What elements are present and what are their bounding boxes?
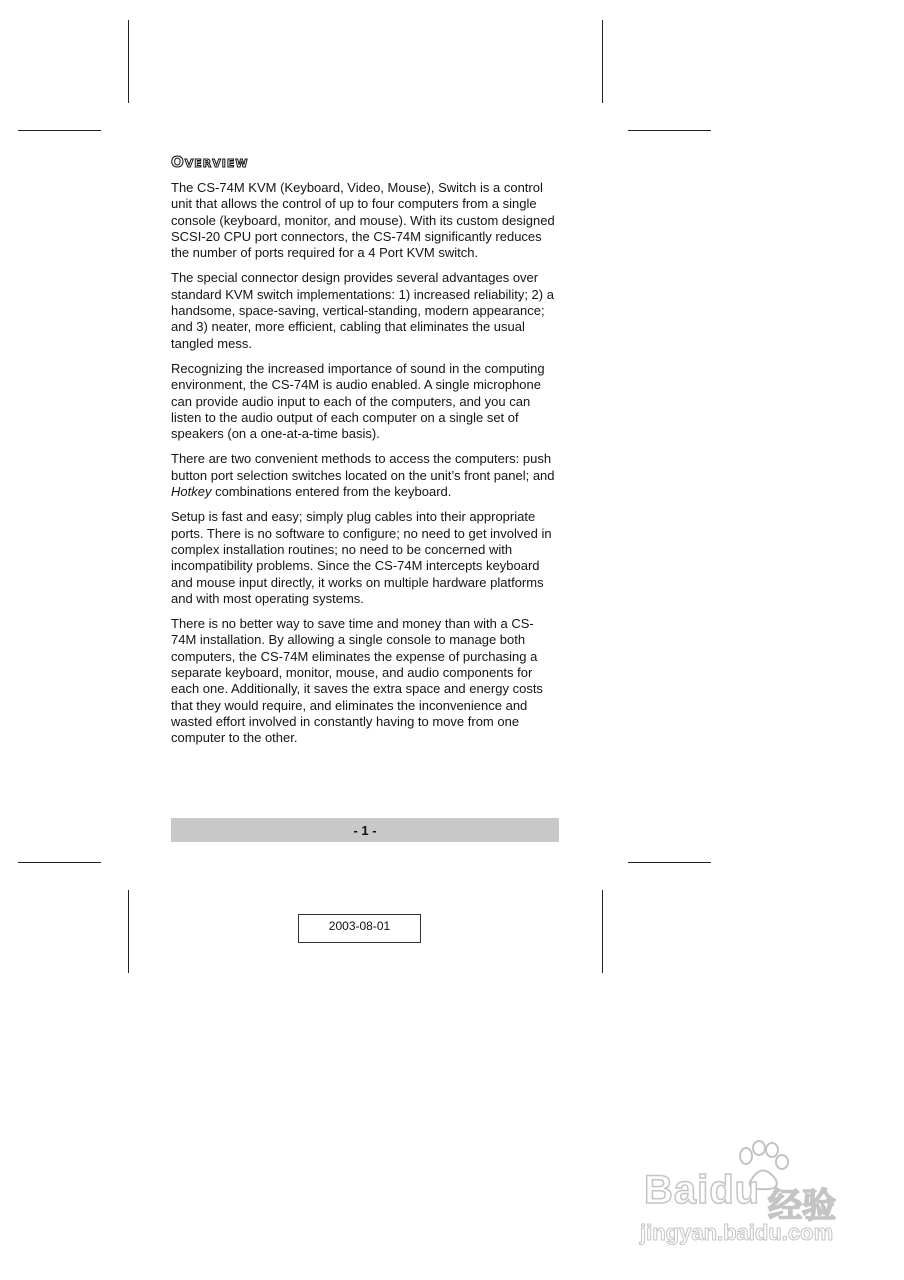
paragraph-savings: There is no better way to save time and money than with a CS-74M installation. By allowing a single console to manage both computers, the CS-74M eliminates the expense of purchasing a separate keyboard, monitor, mouse, and audio components for each one. Additionally, it saves the extra space and energy costs that they would require, and eliminates the inconvenience and wasted effort involved in constantly having to move from one computer to the other.	[171, 616, 543, 746]
paragraph-intro: The CS-74M KVM (Keyboard, Video, Mouse), Switch is a control unit that allows the control of up to four computers from a single console (keyboard, monitor, and mouse). With its custom designed SCSI-20 CPU port connectors, the CS-74M significantly reduces the number of ports required for a 4 Port KVM switch.	[171, 180, 555, 261]
paragraph-access-methods	[171, 451, 559, 500]
baidu-jingyan-watermark	[640, 1140, 860, 1250]
paragraph-connector-design: The special connector design provides several advantages over standard KVM switch implementations: 1) increased reliability; 2) a handsome, space-saving, vertical-standing, modern appearance; and 3) neater, more efficient, cabling that eliminates the usual tangled mess.	[171, 270, 554, 351]
paragraph-audio: Recognizing the increased importance of sound in the computing environment, the CS-74M is audio enabled. A single microphone can provide audio input to each of the computers, and you can listen to the audio output of each computer on a single set of speakers (on a one-at-a-time basis).	[171, 360, 545, 442]
paragraph-setup: Setup is fast and easy; simply plug cables into their appropriate ports. There is no software to configure; no need to get involved in complex installation routines; no need to be concerned with incompatibility problems. Since the CS-74M intercepts keyboard and mouse input directly, it works on multiple hardware platforms and with most operating systems.	[171, 509, 552, 606]
crop-mark-bottom-left-horizontal	[18, 862, 101, 863]
crop-mark-top-left-vertical	[128, 20, 129, 103]
paragraph-access-methods-text-1: There are two convenient methods to access the computers: push button port selection switches located on the unit’s front panel; and	[171, 451, 555, 483]
paragraph-access-methods-text-2: combinations entered from the keyboard.	[211, 484, 452, 500]
crop-mark-top-right-horizontal	[628, 130, 711, 131]
crop-mark-bottom-right-vertical	[602, 890, 603, 973]
watermark-url: jingyan.baidu.com	[640, 1220, 834, 1245]
page-number: - 1 -	[353, 823, 377, 838]
page-content	[171, 152, 559, 756]
watermark-cn-text: 经验	[768, 1186, 836, 1226]
crop-mark-top-left-horizontal	[18, 130, 101, 131]
page-number-bar	[171, 818, 559, 842]
crop-mark-bottom-left-vertical	[128, 890, 129, 973]
date-stamp: 2003-08-01	[328, 919, 391, 933]
watermark-brand: Baidu	[644, 1168, 761, 1212]
crop-mark-bottom-right-horizontal	[628, 862, 711, 863]
crop-mark-top-right-vertical	[602, 20, 603, 103]
section-heading: Overview	[171, 153, 249, 171]
hotkey-emphasis: Hotkey	[171, 484, 212, 500]
date-stamp-box	[298, 914, 421, 943]
